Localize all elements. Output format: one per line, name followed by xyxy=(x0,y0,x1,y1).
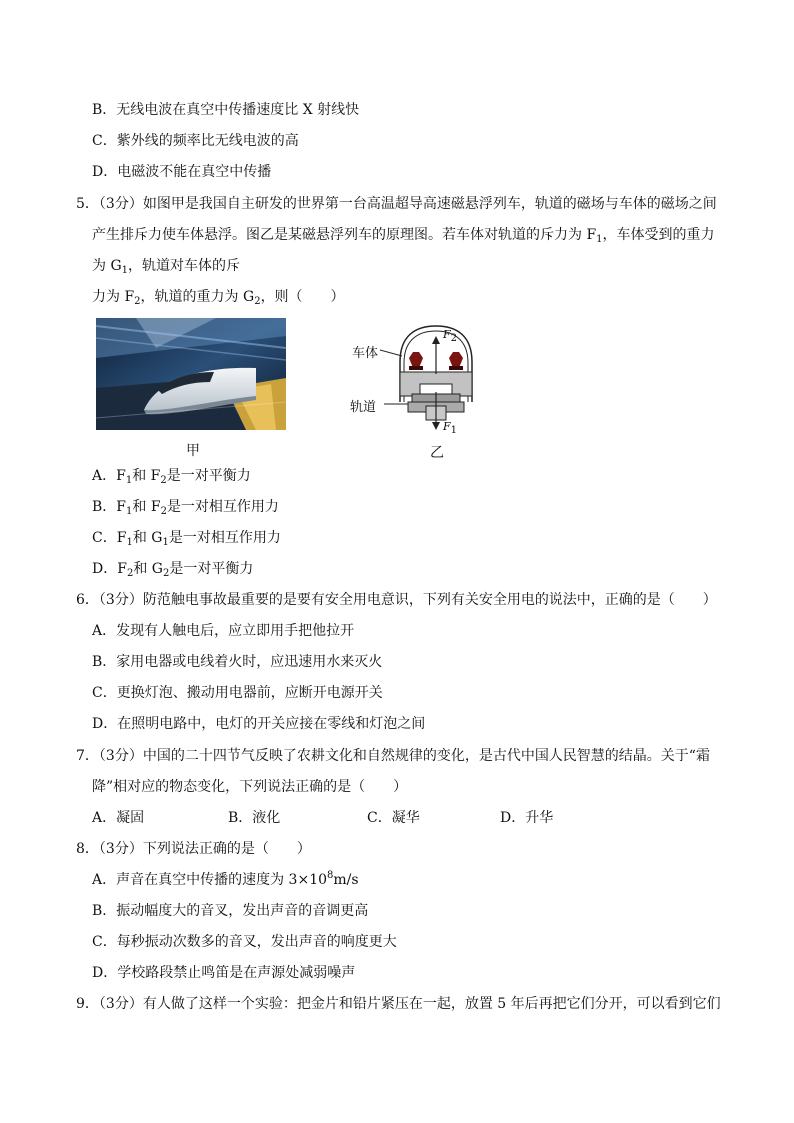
q5-option-b: B．$F_1$和 $F_2$是一对相互作用力 xyxy=(92,499,279,517)
q6-option-a: A．发现有人触电后，应立即用手把他拉开 xyxy=(92,623,355,639)
label-f2: F2 xyxy=(443,328,458,344)
q9-stem-line1: 9．（3分）有人做了这样一个实验：把金片和铅片紧压在一起，放置 5 年后再把它们分开，可以看到它们 xyxy=(76,996,721,1012)
label-car-body: 车体 xyxy=(352,346,379,361)
q6-stem: 6．（3分）防范触电事故最重要的是要有安全用电意识，下列有关安全用电的说法中，正确的是（ ） xyxy=(76,592,717,608)
q5-stem-line4: 力为 $F_2$，轨道的重力为 $G_2$，则（ ） xyxy=(92,289,345,307)
q5-stem-line2: 产生排斥力使车体悬浮。图乙是某磁悬浮列车的原理图。若车体对轨道的斥力为 $F_1$，车体受到的重力 xyxy=(92,227,715,245)
figure-caption-jia: 甲 xyxy=(186,443,200,459)
q7-option-a: A．凝固 xyxy=(92,810,145,826)
q8-stem: 8．（3分）下列说法正确的是（ ） xyxy=(76,841,311,857)
label-track: 轨道 xyxy=(350,400,377,415)
maglev-principle-diagram xyxy=(340,322,510,452)
q4-option-b: B．无线电波在真空中传播速度比 X 射线快 xyxy=(92,102,360,118)
q7-option-d: D．升华 xyxy=(500,810,554,826)
q5-option-c: C．$F_1$和 $G_1$是一对相互作用力 xyxy=(92,530,281,548)
q8-option-d: D．学校路段禁止鸣笛是在声源处减弱噪声 xyxy=(92,965,356,981)
q8-option-a: A．声音在真空中传播的速度为 $3\times 10^8m/s$ xyxy=(92,870,359,888)
q4-option-d: D．电磁波不能在真空中传播 xyxy=(92,164,272,180)
q5-stem-line1: 5．（3分）如图甲是我国自主研发的世界第一台高温超导高速磁悬浮列车，轨道的磁场与车体的磁场之间 xyxy=(76,196,717,212)
label-f1: F1 xyxy=(443,420,458,436)
q8-option-b: B．振动幅度大的音叉，发出声音的音调更高 xyxy=(92,903,369,919)
q8-option-c: C．每秒振动次数多的音叉，发出声音的响度更大 xyxy=(92,934,397,950)
maglev-train-photo xyxy=(96,318,286,430)
q6-option-c: C．更换灯泡、搬动用电器前，应断开电源开关 xyxy=(92,685,383,701)
q7-option-c: C．凝华 xyxy=(367,810,420,826)
q7-stem-line1: 7．（3分）中国的二十四节气反映了农耕文化和自然规律的变化，是古代中国人民智慧的结晶。关于“霜 xyxy=(76,748,710,764)
q4-option-c: C．紫外线的频率比无线电波的高 xyxy=(92,133,299,149)
q5-stem-line3: 为 $G_1$，轨道对车体的斥 xyxy=(92,258,241,276)
q7-option-b: B．液化 xyxy=(228,810,281,826)
figure-caption-yi: 乙 xyxy=(430,445,444,461)
q5-option-d: D．$F_2$和 $G_2$是一对平衡力 xyxy=(92,561,254,579)
q6-option-b: B．家用电器或电线着火时，应迅速用水来灭火 xyxy=(92,654,383,670)
q6-option-d: D．在照明电路中，电灯的开关应接在零线和灯泡之间 xyxy=(92,716,426,732)
q7-stem-line2: 降”相对应的物态变化，下列说法正确的是（ ） xyxy=(92,779,408,795)
q5-option-a: A．$F_1$和 $F_2$是一对平衡力 xyxy=(92,468,251,486)
